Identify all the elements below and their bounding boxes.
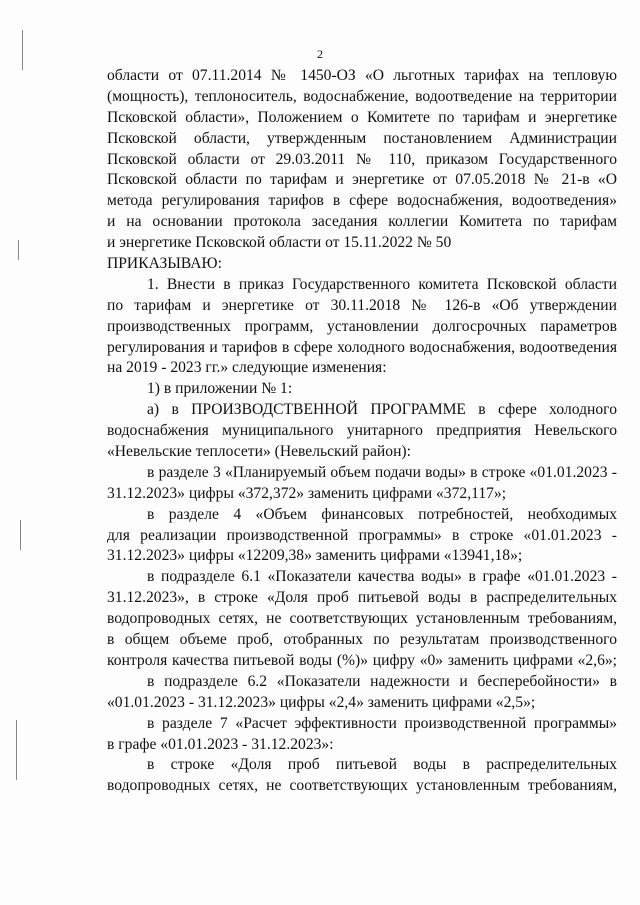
text-line: 1) в приложении № 1: — [147, 380, 293, 398]
text-line: водопроводных сетях, не соответствующих установленным требованиям, — [107, 610, 617, 628]
text-line: и энергетике Псковской области от 15.11.2022 № 50 — [107, 234, 452, 252]
text-line: а) в ПРОИЗВОДСТВЕННОЙ ПРОГРАММЕ в сфере холодного — [147, 401, 617, 419]
scan-edge-mark — [20, 520, 21, 550]
text-line: водоснабжения муниципального унитарного предприятия Невельского — [107, 422, 617, 440]
text-line: области от 07.11.2014 № 1450-ОЗ «О льготных тарифах на тепловую — [107, 67, 617, 84]
text-line: «Невельские теплосети» (Невельский район): — [107, 443, 411, 461]
text-line: в подразделе 6.1 «Показатели качества воды» в графе «01.01.2023 - — [147, 568, 617, 586]
text-line: в разделе 3 «Планируемый объем подачи воды» в строке «01.01.2023 - — [147, 463, 617, 481]
text-line: в общем объеме проб, отобранных по результатам производственного — [107, 631, 617, 649]
text-line: водопроводных сетях, не соответствующих установленным требованиям, — [107, 777, 617, 795]
text-line: в графе «01.01.2023 - 31.12.2023»: — [107, 735, 334, 753]
text-line: контроля качества питьевой воды (%)» цифру «0» заменить цифрами «2,6»; — [107, 651, 617, 669]
text-line: в разделе 7 «Расчет эффективности производственной программы» — [147, 714, 617, 732]
document-body — [107, 66, 617, 797]
text-line: ПРИКАЗЫВАЮ: — [107, 255, 222, 273]
text-line: в строке «Доля проб питьевой воды в распределительных — [147, 756, 617, 774]
text-line: регулирования и тарифов в сфере холодного водоснабжения, водоотведения — [107, 338, 617, 356]
text-line: Псковской области от 29.03.2011 № 110, приказом Государственного — [107, 150, 617, 168]
text-line: «01.01.2023 - 31.12.2023» цифры «2,4» заменить цифрами «2,5»; — [107, 693, 536, 711]
text-line: (мощность), теплоноситель, водоснабжение, водоотведение на территории — [107, 87, 617, 105]
text-line: на 2019 - 2023 гг.» следующие изменения: — [107, 359, 387, 377]
text-line: метода регулирования тарифов в сфере водоснабжения, водоотведения» — [107, 192, 617, 210]
text-line: в подразделе 6.2 «Показатели надежности и бесперебойности» в — [147, 672, 617, 690]
text-line: Псковской области по тарифам и энергетике от 07.05.2018 № 21-в «О — [107, 171, 617, 189]
text-line: и на основании протокола заседания коллегии Комитета по тарифам — [107, 213, 617, 231]
scan-edge-mark — [18, 240, 19, 260]
text-line: 1. Внести в приказ Государственного комитета Псковской области — [147, 275, 617, 293]
text-line: в разделе 4 «Объем финансовых потребностей, необходимых — [147, 505, 617, 523]
text-line: Псковской области», Положением о Комитете по тарифам и энергетике — [107, 108, 617, 126]
text-line: Псковской области, утвержденным постановлением Администрации — [107, 129, 617, 147]
text-line: по тарифам и энергетике от 30.11.2018 № 126-в «Об утверждении — [107, 296, 617, 314]
text-line: 31.12.2023» цифры «12209,38» заменить цифрами «13941,18»; — [107, 547, 523, 565]
scan-edge-mark — [16, 720, 17, 780]
page-number: 2 — [317, 47, 323, 61]
text-line: для реализации производственной программы» в строке «01.01.2023 - — [107, 526, 617, 544]
text-line: 31.12.2023», в строке «Доля проб питьевой воды в распределительных — [107, 589, 617, 607]
text-line: производственных программ, установлении долгосрочных параметров — [107, 317, 617, 335]
text-line: 31.12.2023» цифры «372,372» заменить цифрами «372,117»; — [107, 484, 507, 502]
